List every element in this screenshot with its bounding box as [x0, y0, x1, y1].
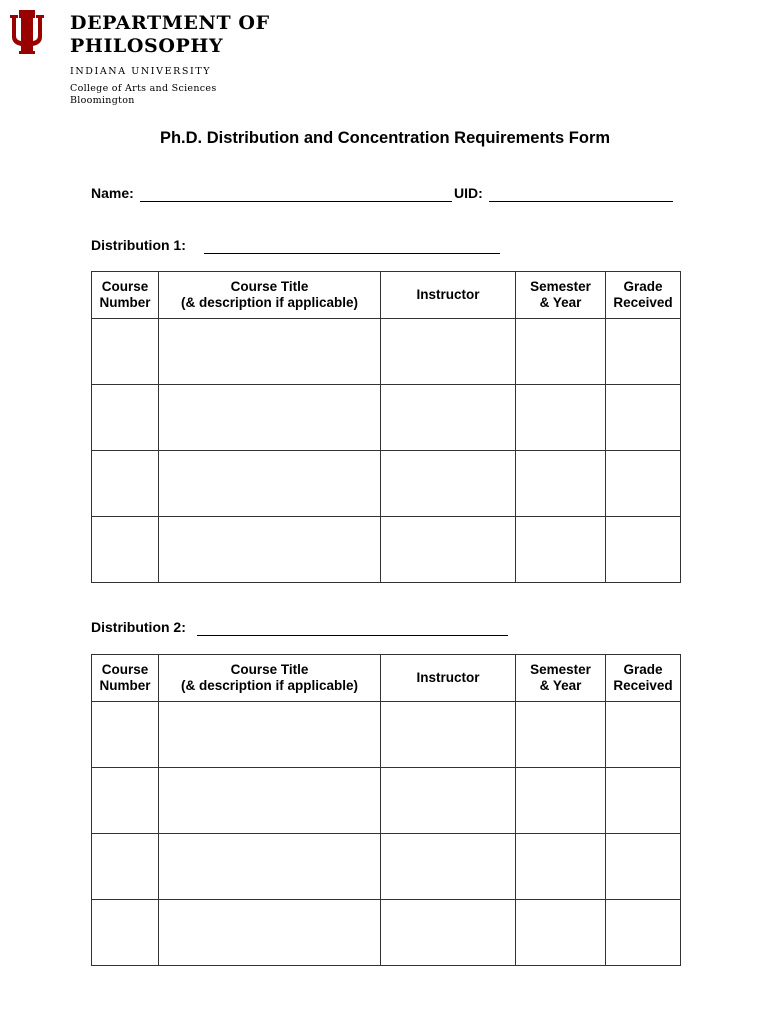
name-field[interactable] [140, 201, 452, 202]
header-grade-received: Grade Received [606, 272, 681, 319]
header-instructor: Instructor [381, 655, 516, 702]
form-title: Ph.D. Distribution and Concentration Requirements Form [159, 129, 611, 147]
cell-semester-year[interactable] [516, 451, 606, 517]
cell-instructor[interactable] [381, 768, 516, 834]
cell-course-number[interactable] [92, 702, 159, 768]
cell-instructor[interactable] [381, 517, 516, 583]
cell-grade[interactable] [606, 768, 681, 834]
name-label: Name: [91, 185, 134, 201]
table-header-row [92, 272, 681, 319]
cell-course-number[interactable] [92, 517, 159, 583]
department-name-line2: PHILOSOPHY [70, 35, 224, 57]
cell-semester-year[interactable] [516, 702, 606, 768]
table-row [92, 319, 681, 385]
header-course-title: Course Title (& description if applicable) [159, 655, 381, 702]
table-row [92, 900, 681, 966]
table-row [92, 768, 681, 834]
cell-instructor[interactable] [381, 834, 516, 900]
department-header [10, 10, 310, 110]
cell-course-number[interactable] [92, 768, 159, 834]
university-name: INDIANA UNIVERSITY [70, 66, 212, 77]
department-name [70, 12, 270, 58]
cell-course-title[interactable] [159, 900, 381, 966]
cell-instructor[interactable] [381, 900, 516, 966]
cell-course-title[interactable] [159, 702, 381, 768]
cell-grade[interactable] [606, 900, 681, 966]
distribution1-field[interactable] [204, 253, 500, 254]
cell-semester-year[interactable] [516, 900, 606, 966]
cell-grade[interactable] [606, 319, 681, 385]
distribution2-table [91, 654, 681, 966]
college-name [70, 83, 217, 107]
distribution1-label: Distribution 1: [91, 237, 186, 253]
cell-semester-year[interactable] [516, 834, 606, 900]
cell-grade[interactable] [606, 451, 681, 517]
cell-instructor[interactable] [381, 319, 516, 385]
table-row [92, 517, 681, 583]
cell-course-number[interactable] [92, 834, 159, 900]
cell-course-number[interactable] [92, 900, 159, 966]
distribution1-table [91, 271, 681, 583]
header-grade-received: Grade Received [606, 655, 681, 702]
cell-instructor[interactable] [381, 385, 516, 451]
cell-course-number[interactable] [92, 451, 159, 517]
cell-semester-year[interactable] [516, 385, 606, 451]
cell-semester-year[interactable] [516, 768, 606, 834]
cell-course-title[interactable] [159, 385, 381, 451]
table-row [92, 702, 681, 768]
header-course-number: Course Number [92, 655, 159, 702]
cell-grade[interactable] [606, 385, 681, 451]
cell-semester-year[interactable] [516, 517, 606, 583]
table-row [92, 451, 681, 517]
header-semester-year: Semester & Year [516, 272, 606, 319]
cell-course-title[interactable] [159, 451, 381, 517]
cell-instructor[interactable] [381, 702, 516, 768]
header-course-title: Course Title (& description if applicable) [159, 272, 381, 319]
uid-field[interactable] [489, 201, 673, 202]
cell-course-number[interactable] [92, 385, 159, 451]
college-name-line1: College of Arts and Sciences [70, 83, 217, 94]
cell-course-number[interactable] [92, 319, 159, 385]
distribution2-label: Distribution 2: [91, 619, 186, 635]
cell-grade[interactable] [606, 702, 681, 768]
iu-trident-logo-icon [10, 10, 44, 54]
distribution2-field[interactable] [197, 635, 508, 636]
college-name-line2: Bloomington [70, 95, 135, 106]
cell-course-title[interactable] [159, 319, 381, 385]
uid-label: UID: [454, 185, 483, 201]
table-row [92, 834, 681, 900]
header-course-number: Course Number [92, 272, 159, 319]
cell-grade[interactable] [606, 834, 681, 900]
cell-course-title[interactable] [159, 768, 381, 834]
table-row [92, 385, 681, 451]
cell-instructor[interactable] [381, 451, 516, 517]
cell-grade[interactable] [606, 517, 681, 583]
cell-course-title[interactable] [159, 834, 381, 900]
header-semester-year: Semester & Year [516, 655, 606, 702]
cell-semester-year[interactable] [516, 319, 606, 385]
department-name-line1: DEPARTMENT OF [70, 12, 270, 34]
table-header-row [92, 655, 681, 702]
cell-course-title[interactable] [159, 517, 381, 583]
header-instructor: Instructor [381, 272, 516, 319]
